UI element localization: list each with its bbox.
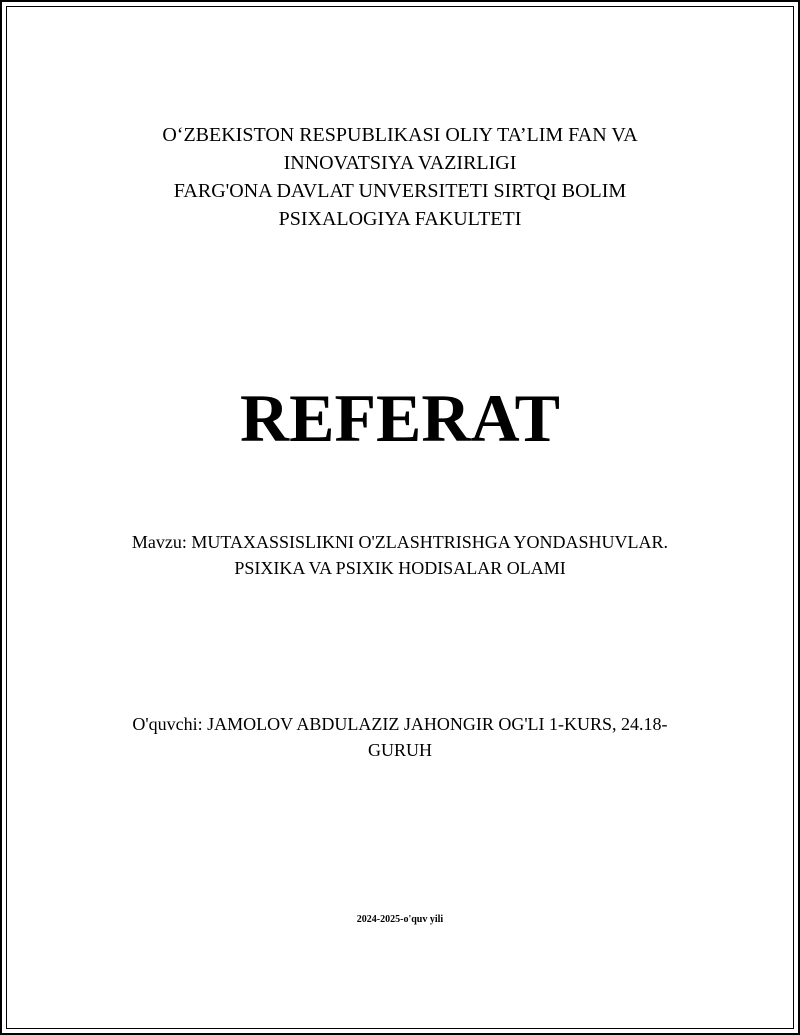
header-line-ministry-cont: INNOVATSIYA VAZIRLIGI: [283, 152, 517, 174]
header-line-faculty: PSIXALOGIYA FAKULTETI: [278, 208, 522, 230]
topic-section: [0, 529, 800, 581]
document-title: REFERAT: [240, 380, 560, 456]
topic-line-1: Mavzu: MUTAXASSISLIKNI O'ZLASHTRISHGA YONDASHUVLAR.: [131, 532, 669, 552]
header-line-university: FARG'ONA DAVLAT UNVERSITETI SIRTQI BOLIM: [173, 180, 627, 202]
academic-year: 2024-2025-o'quv yili: [356, 914, 444, 925]
header-line-ministry: O‘ZBEKISTON RESPUBLIKASI OLIY TA’LIM FAN VA: [162, 124, 638, 146]
student-section: [0, 711, 800, 763]
student-line-2: GURUH: [367, 740, 432, 760]
ministry-header: [0, 121, 800, 233]
student-line-1: O'quvchi: JAMOLOV ABDULAZIZ JAHONGIR OG'LI 1-KURS, 24.18-: [132, 714, 668, 734]
topic-line-2: PSIXIKA VA PSIXIK HODISALAR OLAMI: [234, 558, 566, 578]
